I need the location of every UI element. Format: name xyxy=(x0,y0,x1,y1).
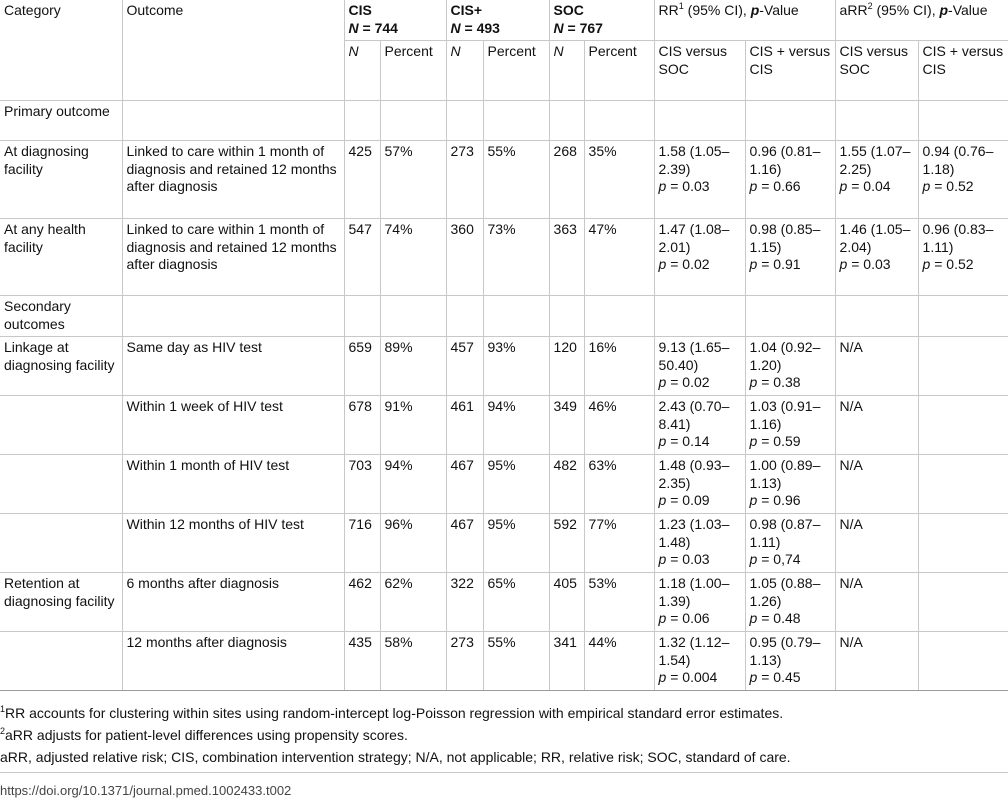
category-cell: At diagnosing facility xyxy=(0,141,122,219)
rr-cisp-vs-cis-cell: 0.98 (0.85–1.15) p = 0.91 xyxy=(745,219,835,296)
cisp-percent-cell: 55% xyxy=(483,632,549,691)
outcome-cell: Linked to care within 1 month of diagnosis and retained 12 months after diagnosis xyxy=(122,141,344,219)
doi-link[interactable]: https://doi.org/10.1371/journal.pmed.1002433.t002 xyxy=(0,783,292,798)
col-header-category: Category xyxy=(0,0,122,101)
soc-percent-cell: 35% xyxy=(584,141,654,219)
p-value-label: p xyxy=(658,492,667,508)
outcome-cell: Within 12 months of HIV test xyxy=(122,514,344,573)
category-cell: Retention at diagnosing facility xyxy=(0,573,122,632)
p-value: = 0.02 xyxy=(666,256,710,272)
cisp-percent-cell: 94% xyxy=(483,396,549,455)
cisp-percent-cell: 93% xyxy=(483,337,549,396)
p-value: = 0.48 xyxy=(757,610,801,626)
p-value-label: p xyxy=(749,178,758,194)
soc-n-cell: 268 xyxy=(549,141,584,219)
empty-cell xyxy=(344,101,380,141)
p-value-label: p xyxy=(658,374,667,390)
cis-percent-cell: 96% xyxy=(380,514,446,573)
empty-cell xyxy=(835,296,918,337)
cis-percent-cell: 58% xyxy=(380,632,446,691)
p-value: = 0.59 xyxy=(757,433,801,449)
cisp-n-cell: 322 xyxy=(446,573,483,632)
cis-percent-cell: 62% xyxy=(380,573,446,632)
category-cell: At any health facility xyxy=(0,219,122,296)
outcome-cell: 6 months after diagnosis xyxy=(122,573,344,632)
rr-cisp-vs-cis-cell: 1.04 (0.92–1.20) p = 0.38 xyxy=(745,337,835,396)
cis-n-cell: 435 xyxy=(344,632,380,691)
category-cell xyxy=(0,455,122,514)
empty-cell xyxy=(918,101,1008,141)
cisp-n-cell: 273 xyxy=(446,141,483,219)
table-row xyxy=(0,396,1008,455)
cisp-percent-cell: 73% xyxy=(483,219,549,296)
empty-cell xyxy=(745,101,835,141)
col-header-cis: CIS N = 744 xyxy=(344,0,446,41)
rr-cis-vs-soc-cell: 2.43 (0.70–8.41) p = 0.14 xyxy=(654,396,745,455)
arr-cisp-vs-cis-cell: 0.94 (0.76–1.18) p = 0.52 xyxy=(918,141,1008,219)
header-row-1 xyxy=(0,0,1008,41)
section-row-secondary xyxy=(0,296,1008,337)
soc-percent-cell: 63% xyxy=(584,455,654,514)
p-value-label: p xyxy=(658,256,667,272)
empty-cell xyxy=(380,296,446,337)
outcome-cell: 12 months after diagnosis xyxy=(122,632,344,691)
p-value: = 0.45 xyxy=(757,669,801,685)
col-header-cis-plus: CIS+ N = 493 xyxy=(446,0,549,41)
cis-percent-cell: 57% xyxy=(380,141,446,219)
empty-cell xyxy=(344,296,380,337)
p-value: = 0.03 xyxy=(666,551,710,567)
cisp-n-cell: 360 xyxy=(446,219,483,296)
p-value-label: p xyxy=(749,551,758,567)
empty-cell xyxy=(584,296,654,337)
subheader-cis-n: N xyxy=(344,41,380,101)
cisp-percent-cell: 65% xyxy=(483,573,549,632)
p-value-label: p xyxy=(749,610,758,626)
p-value: = 0.38 xyxy=(757,374,801,390)
empty-cell xyxy=(549,296,584,337)
section-label-primary: Primary outcome xyxy=(0,101,122,141)
empty-cell xyxy=(380,101,446,141)
cisp-n-cell: 467 xyxy=(446,455,483,514)
section-label-secondary: Secondary outcomes xyxy=(0,296,122,337)
p-value: = 0.66 xyxy=(757,178,801,194)
arr-cis-vs-soc-cell: N/A xyxy=(835,396,918,455)
soc-n-cell: 363 xyxy=(549,219,584,296)
col-header-soc: SOC N = 767 xyxy=(549,0,654,41)
empty-cell xyxy=(483,101,549,141)
footnote-1: $^1$RR accounts for clustering within sites using random-intercept log-Poisson regression with empirical standard error estimates. xyxy=(0,704,784,721)
rr-cis-vs-soc-cell: 1.48 (0.93–2.35) p = 0.09 xyxy=(654,455,745,514)
empty-cell xyxy=(835,101,918,141)
subheader-arr-cisp-vs-cis: CIS + versus CIS xyxy=(918,41,1008,101)
subheader-rr-cis-vs-soc: CIS versus SOC xyxy=(654,41,745,101)
p-value-label: p xyxy=(658,669,667,685)
cis-percent-cell: 91% xyxy=(380,396,446,455)
cis-percent-cell: 89% xyxy=(380,337,446,396)
cis-percent-cell: 74% xyxy=(380,219,446,296)
p-value-label: p xyxy=(749,256,758,272)
p-value: = 0.52 xyxy=(930,256,974,272)
subheader-cis-percent: Percent xyxy=(380,41,446,101)
cisp-percent-cell: 95% xyxy=(483,514,549,573)
table-row xyxy=(0,514,1008,573)
arr-cisp-vs-cis-cell: 0.96 (0.83–1.11) p = 0.52 xyxy=(918,219,1008,296)
empty-cell xyxy=(918,296,1008,337)
arr-cis-vs-soc-cell: 1.46 (1.05–2.04) p = 0.03 xyxy=(835,219,918,296)
arr-cis-vs-soc-cell: N/A xyxy=(835,455,918,514)
rr-cisp-vs-cis-cell: 0.96 (0.81–1.16) p = 0.66 xyxy=(745,141,835,219)
empty-cell xyxy=(122,296,344,337)
category-cell xyxy=(0,514,122,573)
arr-cis-vs-soc-cell: N/A xyxy=(835,337,918,396)
cisp-n-cell: 461 xyxy=(446,396,483,455)
empty-cell xyxy=(122,101,344,141)
rr-cis-vs-soc-cell: 1.47 (1.08–2.01) p = 0.02 xyxy=(654,219,745,296)
p-value: = 0.004 xyxy=(666,669,718,685)
category-cell: Linkage at diagnosing facility xyxy=(0,337,122,396)
arr-cisp-vs-cis-cell xyxy=(918,632,1008,691)
p-value: = 0.14 xyxy=(666,433,710,449)
cis-n-cell: 659 xyxy=(344,337,380,396)
empty-cell xyxy=(549,101,584,141)
arr-cis-vs-soc-cell: N/A xyxy=(835,573,918,632)
subheader-soc-percent: Percent xyxy=(584,41,654,101)
cis-n-cell: 716 xyxy=(344,514,380,573)
empty-cell xyxy=(745,296,835,337)
p-value-label: p xyxy=(658,610,667,626)
empty-cell xyxy=(446,101,483,141)
outcome-cell: Linked to care within 1 month of diagnosis and retained 12 months after diagnosis xyxy=(122,219,344,296)
arr-cis-vs-soc-cell: N/A xyxy=(835,632,918,691)
empty-cell xyxy=(654,101,745,141)
table-row xyxy=(0,337,1008,396)
rr-cis-vs-soc-cell: 9.13 (1.65–50.40) p = 0.02 xyxy=(654,337,745,396)
soc-n-cell: 341 xyxy=(549,632,584,691)
p-value-label: p xyxy=(749,669,758,685)
p-value-label: p xyxy=(658,433,667,449)
arr-cisp-vs-cis-cell xyxy=(918,396,1008,455)
p-value-label: p xyxy=(839,256,848,272)
empty-cell xyxy=(446,296,483,337)
rr-cis-vs-soc-cell: 1.32 (1.12–1.54) p = 0.004 xyxy=(654,632,745,691)
cis-n-cell: 547 xyxy=(344,219,380,296)
soc-n-cell: 405 xyxy=(549,573,584,632)
arr-cisp-vs-cis-cell xyxy=(918,514,1008,573)
arr-cis-vs-soc-cell: 1.55 (1.07–2.25) p = 0.04 xyxy=(835,141,918,219)
soc-percent-cell: 44% xyxy=(584,632,654,691)
arr-cisp-vs-cis-cell xyxy=(918,455,1008,514)
subheader-arr-cis-vs-soc: CIS versus SOC xyxy=(835,41,918,101)
p-value-label: p xyxy=(922,178,931,194)
p-value: = 0.09 xyxy=(666,492,710,508)
p-value: = 0.06 xyxy=(666,610,710,626)
col-header-arr: aRR$^2$ (95% CI), p-Value xyxy=(835,0,1008,41)
arr-cisp-vs-cis-cell xyxy=(918,573,1008,632)
cis-n-cell: 678 xyxy=(344,396,380,455)
p-value: = 0.96 xyxy=(757,492,801,508)
category-cell xyxy=(0,396,122,455)
p-value-label: p xyxy=(658,178,667,194)
cisp-n-cell: 467 xyxy=(446,514,483,573)
empty-cell xyxy=(584,101,654,141)
table-row xyxy=(0,632,1008,691)
outcome-cell: Within 1 month of HIV test xyxy=(122,455,344,514)
empty-cell xyxy=(483,296,549,337)
arr-cis-vs-soc-cell: N/A xyxy=(835,514,918,573)
subheader-cisp-percent: Percent xyxy=(483,41,549,101)
p-value-label: p xyxy=(749,492,758,508)
soc-percent-cell: 77% xyxy=(584,514,654,573)
footnote-abbreviations: aRR, adjusted relative risk; CIS, combination intervention strategy; N/A, not applicable; RR, relative risk; SOC, standard of care. xyxy=(0,749,791,765)
arr-cisp-vs-cis-cell xyxy=(918,337,1008,396)
soc-percent-cell: 53% xyxy=(584,573,654,632)
rr-cisp-vs-cis-cell: 0.98 (0.87–1.11) p = 0,74 xyxy=(745,514,835,573)
subheader-cisp-n: N xyxy=(446,41,483,101)
soc-percent-cell: 16% xyxy=(584,337,654,396)
subheader-soc-n: N xyxy=(549,41,584,101)
cis-n-cell: 425 xyxy=(344,141,380,219)
cis-percent-cell: 94% xyxy=(380,455,446,514)
table-row xyxy=(0,141,1008,219)
p-value: = 0.91 xyxy=(757,256,801,272)
p-value-label: p xyxy=(922,256,931,272)
rr-cisp-vs-cis-cell: 1.00 (0.89–1.13) p = 0.96 xyxy=(745,455,835,514)
subheader-rr-cisp-vs-cis: CIS + versus CIS xyxy=(745,41,835,101)
soc-percent-cell: 46% xyxy=(584,396,654,455)
p-value: = 0.03 xyxy=(847,256,891,272)
p-value-label: p xyxy=(839,178,848,194)
soc-n-cell: 349 xyxy=(549,396,584,455)
rr-cis-vs-soc-cell: 1.23 (1.03–1.48) p = 0.03 xyxy=(654,514,745,573)
outcome-cell: Within 1 week of HIV test xyxy=(122,396,344,455)
p-value: = 0.03 xyxy=(666,178,710,194)
soc-n-cell: 482 xyxy=(549,455,584,514)
p-value: = 0.04 xyxy=(847,178,891,194)
category-cell xyxy=(0,632,122,691)
col-header-rr: $RR^1$ (95% CI), p-Value xyxy=(654,0,835,41)
p-value-label: p xyxy=(749,433,758,449)
col-header-outcome: Outcome xyxy=(122,0,344,101)
cis-n-cell: 462 xyxy=(344,573,380,632)
empty-cell xyxy=(654,296,745,337)
cis-n-cell: 703 xyxy=(344,455,380,514)
soc-n-cell: 120 xyxy=(549,337,584,396)
rr-cisp-vs-cis-cell: 1.03 (0.91–1.16) p = 0.59 xyxy=(745,396,835,455)
cisp-n-cell: 273 xyxy=(446,632,483,691)
cisp-percent-cell: 95% xyxy=(483,455,549,514)
table-row xyxy=(0,219,1008,296)
rr-cis-vs-soc-cell: 1.18 (1.00–1.39) p = 0.06 xyxy=(654,573,745,632)
doi-divider xyxy=(0,772,1008,773)
p-value-label: p xyxy=(658,551,667,567)
cisp-percent-cell: 55% xyxy=(483,141,549,219)
cisp-n-cell: 457 xyxy=(446,337,483,396)
soc-n-cell: 592 xyxy=(549,514,584,573)
rr-cisp-vs-cis-cell: 0.95 (0.79–1.13) p = 0.45 xyxy=(745,632,835,691)
table-row xyxy=(0,455,1008,514)
footnote-2: $^2$aRR adjusts for patient-level differences using propensity scores. xyxy=(0,726,408,743)
rr-cis-vs-soc-cell: 1.58 (1.05–2.39) p = 0.03 xyxy=(654,141,745,219)
p-value-label: p xyxy=(749,374,758,390)
table-row xyxy=(0,573,1008,632)
p-value: = 0.52 xyxy=(930,178,974,194)
soc-percent-cell: 47% xyxy=(584,219,654,296)
p-value: = 0,74 xyxy=(757,551,801,567)
outcome-cell: Same day as HIV test xyxy=(122,337,344,396)
rr-cisp-vs-cis-cell: 1.05 (0.88–1.26) p = 0.48 xyxy=(745,573,835,632)
p-value: = 0.02 xyxy=(666,374,710,390)
section-row-primary xyxy=(0,101,1008,141)
